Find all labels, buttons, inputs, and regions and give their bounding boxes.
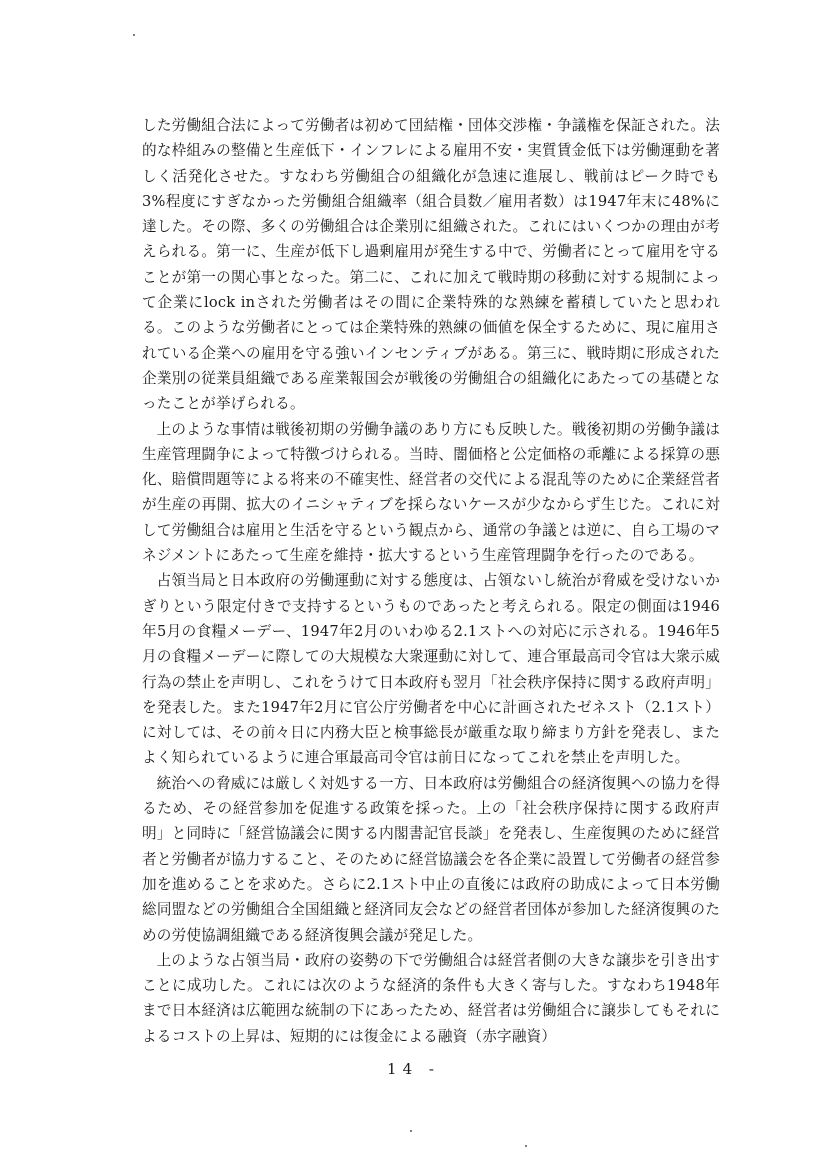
paragraph: 占領当局と日本政府の労働運動に対する態度は、占領ないし統治が脅威を受けないかぎりという限定付きで支持するというものであったと考えられる。限定の側面は1946年5月の食糧メーデー、1947年2月のいわゆる2.1ストへの対応に示される。1946年5月の食糧メーデーに際しての大規模な大衆運動に対して、連合軍最高司令官は大衆示威行為の禁止を声明し、これをうけて日本政府も翌月「社会秩序保持に関する政府声明」を発表した。また1947年2月に官公庁労働者を中心に計画されたゼネスト（2.1スト）に対しては、その前々日に内務大臣と検事総長が厳重な取り締まり方針を発表し、またよく知られているように連合軍最高司令官は前日になってこれを禁止を声明した。 <box>142 572 720 767</box>
scan-speck <box>525 1145 527 1147</box>
paragraph: 統治への脅威には厳しく対処する一方、日本政府は労働組合の経済復興への協力を得るため、その経営参加を促進する政策を採った。上の「社会秩序保持に関する政府声明」と同時に「経営協議会に関する内閣書記官長談」を発表し、生産復興のために経営者と労働者が協力すること、そのために経営協議会を各企業に設置して労働者の経営参加を進めることを求めた。さらに2.1スト中止の直後には政府の助成によって日本労働総同盟などの労働組合全国組織と経済同友会などの経営者団体が参加した経済復興のための労使協調組織である経済復興会議が発足した。 <box>142 774 720 944</box>
body-text <box>142 113 720 1049</box>
paragraph: 上のような占領当局・政府の姿勢の下で労働組合は経営者側の大きな譲歩を引き出すことに成功した。これには次のような経済的条件も大きく寄与した。すなわち1948年まで日本経済は広範囲な統制の下にあったため、経営者は労働組合に譲歩してもそれによるコストの上昇は、短期的には復金による融資（赤字融資） <box>142 951 720 1045</box>
scan-speck <box>133 34 135 36</box>
page-number: 14 - <box>387 1060 440 1078</box>
paragraph: 上のような事情は戦後初期の労働争議のあり方にも反映した。戦後初期の労働争議は生産管理闘争によって特徴づけられる。当時、闇価格と公定価格の乖離による採算の悪化、賠償問題等による将来の不確実性、経営者の交代による混乱等のために企業経営者が生産の再開、拡大のイニシャティブを採らないケースが少なからず生じた。これに対して労働組合は雇用と生活を守るという観点から、通常の争議とは逆に、自ら工場のマネジメントにあたって生産を維持・拡大するという生産管理闘争を行ったのである。 <box>142 420 720 565</box>
paragraph: した労働組合法によって労働者は初めて団結権・団体交渉権・争議権を保証された。法的な枠組みの整備と生産低下・インフレによる雇用不安・実質賃金低下は労働運動を著しく活発化させた。すなわち労働組合の組織化が急速に進展し、戦前はピーク時でも3%程度にすぎなかった労働組合組織率（組合員数／雇用者数）は1947年末に48%に達した。その際、多くの労働組合は企業別に組織された。これにはいくつかの理由が考えられる。第一に、生産が低下し過剰雇用が発生する中で、労働者にとって雇用を守ることが第一の関心事となった。第二に、これに加えて戦時期の移動に対する規制によって企業にlock inされた労働者はその間に企業特殊的な熟練を蓄積していたと思われる。このような労働者にとっては企業特殊的熟練の価値を保全するために、現に雇用されている企業への雇用を守る強いインセンティブがある。第三に、戦時期に形成された企業別の従業員組織である産業報国会が戦後の労働組合の組織化にあたっての基礎となったことが挙げられる。 <box>142 117 720 413</box>
scan-speck <box>410 1130 412 1132</box>
